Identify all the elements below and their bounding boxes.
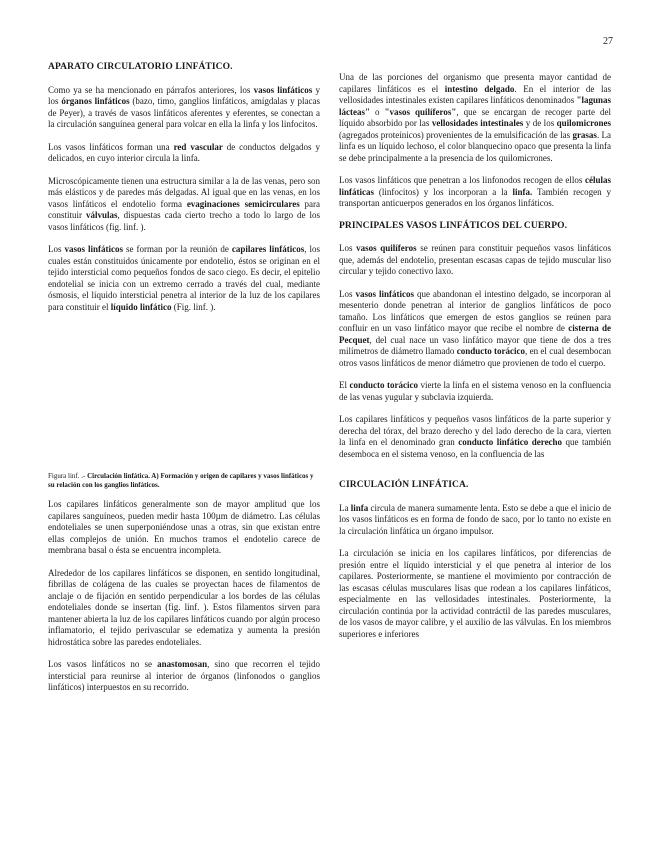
text-run: (linfocitos) y los incorporan a la (374, 186, 513, 197)
paragraph (339, 380, 611, 403)
bold-term: órganos linfáticos (61, 96, 130, 106)
bold-term: vasos linfáticos (253, 84, 313, 95)
text-run: Los capilares linfáticos generalmente son de mayor amplitud que los capilares sanguíneos, pueden medir hasta 100µm de diámetro. Las células endoteliales se unen superponiéndose unas a otras, sin que existan entre ellas complejos de unión. En muchos tramos el endotelio carece de membrana basal o ésta se encuentra incompleta. (48, 499, 320, 555)
heading-text: CIRCULACIÓN LINFÁTICA (339, 480, 466, 490)
bold-term: linfa (350, 502, 369, 513)
paragraph (48, 176, 320, 234)
bold-term: líquido linfático (110, 301, 172, 312)
text-run: , que se encargan de recoger parte del líquido absorbido por las (339, 106, 611, 128)
bold-term: conducto torácico (349, 380, 419, 390)
bold-term: vasos quilíferos (356, 243, 417, 253)
bold-term: vasos linfáticos (64, 244, 123, 254)
text-run: Alrededor de los capilares linfáticos se disponen, en sentido longitudinal, fibrillas de colágena de las cuales se proyectan haces de filamentos de anclaje o de fijación en sentido perpendicular a los bordes de las células endoteliales donde se insertan (fig. linf. ). Estos filamentos sirven para mantener abierta la luz de los capilares linfáticos cuando por algún proceso inflamatorio, el tejido perivascular se edematiza y aumenta la presión hidrostática sobre las paredes endoteliales. (48, 567, 320, 647)
text-run: para constituir (48, 198, 320, 220)
paragraph (48, 142, 320, 165)
paragraph (339, 503, 611, 538)
section-heading-aparato: APARATO CIRCULATORIO LINFÁTICO. (48, 62, 233, 72)
text-run: La (339, 502, 351, 513)
text-run: . La linfa es un líquido lechoso, el color blanquecino opaco que presenta la linfa se debe principalmente a la presencia de los quilomicrones. (339, 129, 611, 163)
text-run: Los vasos linfáticos no se (48, 659, 158, 669)
bold-term: capilares linfáticos (231, 244, 305, 254)
text-run: Los (48, 244, 65, 254)
bold-term: "lagunas lácteas" (339, 95, 611, 117)
section-heading-principales: PRINCIPALES VASOS LINFÁTICOS DEL CUERPO. (339, 220, 568, 231)
figure-placeholder (48, 324, 320, 472)
text-run: Microscópicamente tienen una estructura similar a la de las venas, pero son más elásticos y de paredes más delgadas. Al igual que en las venas, en los vasos linfáticos el endotelio forma (48, 175, 320, 209)
bold-term: linfa. (512, 186, 533, 197)
bold-term: conducto linfático derecho (458, 437, 563, 447)
paragraph (48, 244, 320, 313)
text-run: y los (48, 84, 321, 106)
text-run: Una de las porciones del organismo que presenta mayor cantidad de capilares linfáticos es el (339, 72, 611, 94)
text-run: (agregados proteínicos) provenientes de la emulsificación de las (339, 129, 573, 140)
bold-term: intestino delgado (444, 83, 515, 94)
right-column (339, 72, 611, 651)
text-run: que abandonan el intestino delgado, se incorporan al mesenterio donde penetran al interior de ganglios linfáticos de poco tamaño. Los linfáticos que emergen de estos ganglios se reúnen para confluir en un vaso linfático mayor que recibe el nombre de (339, 288, 611, 333)
section-heading-circulacion: CIRCULACIÓN LINFÁTICA. (339, 480, 469, 490)
paragraph (339, 414, 611, 460)
text-run: vierte la linfa en el sistema venoso en la confluencia de las venas yugular y subclavia izquierda. (339, 380, 612, 402)
paragraph (339, 243, 611, 278)
text-run: se forman por la reunión de (123, 244, 232, 254)
text-run: , dispuestas cada cierto trecho a todo lo largo de los vasos linfáticos (fig. linf. ). (48, 210, 320, 232)
text-run: Los (339, 288, 356, 299)
text-run: . En el interior de las vellosidades intestinales existen capilares linfáticos denominados (339, 83, 611, 105)
text-run: Los vasos linfáticos que penetran a los linfonodos recogen de ellos (339, 175, 585, 185)
text-run: circula de manera sumamente lenta. Esto se debe a que el inicio de los vasos linfáticos es en forma de fondo de saco, por lo tanto no existe en la circulación linfática un órgano impulsor. (339, 502, 611, 536)
text-run: de conductos delgados y delicados, en cuyo interior circula la linfa. (48, 141, 320, 163)
page-number: 27 (603, 36, 613, 47)
paragraph (339, 175, 611, 210)
figure-caption (48, 472, 320, 489)
bold-term: grasas (572, 129, 597, 140)
text-run: , en el cual desembocan otros vasos linfáticos de menor diámetro que provienen de todo el cuerpo. (339, 346, 611, 368)
bold-term: células linfáticas (339, 175, 611, 197)
text-run: El (339, 380, 350, 390)
left-column (48, 62, 320, 705)
bold-term: quilomicrones (556, 118, 611, 128)
text-run: , sino que recorren el tejido intersticial para reunirse al interior de órganos (linfonodos o ganglios linfáticos) interpuestos en su recorrido. (48, 659, 320, 692)
text-run: La circulación se inicia en los capilares linfáticos, por diferencias de presión entre el líquido intersticial y el que penetra al interior de los capilares. Posteriormente, se mantiene el movimiento por contracción de las escasas células musculares lisas que rodean a los capilares linfáticos, especialmente en las vellosidades intestinales. Posteriormente, la circulación continúa por la actividad contráctil de las paredes musculares, de los vasos de mayor calibre, y el auxilio de las válvulas. En los miembros superiores e inferiores (339, 548, 611, 639)
text-run: (bazo, timo, ganglios linfáticos, amígdalas y placas de Peyer), a través de vasos linfáticos aferentes y eferentes, se conectan a la circulación sanguínea general para volcar en ella la linfa y los linfocitos. (48, 96, 320, 129)
text-run: y de los (523, 118, 557, 128)
text-run: se reúnen para constituir pequeños vasos linfáticos que, además del endotelio, presentan escasas capas de tejido muscular liso circular y tejido conectivo laxo. (339, 243, 612, 276)
text-run: Los capilares linfáticos y pequeños vasos linfáticos de la parte superior y derecha del tórax, del brazo derecho y del lado derecho de la cara, vierten la linfa en el denominado gran (339, 414, 611, 447)
paragraph (48, 659, 320, 694)
paragraph (339, 72, 611, 164)
bold-term: anastomosan (157, 659, 208, 669)
text-run: (Fig. linf. ). (171, 301, 216, 312)
bold-term: Circulación linfática. A) Formación y origen de capilares y vasos linfáticos y su relación con los ganglios linfáticos. (48, 472, 314, 489)
paragraph (48, 499, 320, 557)
bold-term: válvulas (85, 210, 118, 220)
text-run: Figura linf. .- (48, 472, 88, 480)
bold-term: red vascular (173, 141, 223, 152)
paragraph (48, 85, 320, 131)
text-run: Como ya se ha mencionado en párrafos anteriores, los (48, 84, 254, 95)
text-run: o (370, 106, 385, 117)
bold-term: vasos linfáticos (355, 288, 414, 299)
paragraph (339, 289, 611, 370)
text-run: , los cuales están constituidos únicamente por endotelio, éstos se originan en el tejido intersticial como pequeños fondos de saco ciego. Es decir, el epitelio endotelial se inicia con un extremo cerrado a través del cual, mediante ósmosis, el líquido intersticial penetra al interior de la luz de los capilares para constituir el (48, 244, 320, 312)
paragraph (48, 568, 320, 649)
bold-term: vellosidades intestinales (431, 118, 524, 128)
text-run: Los vasos linfáticos forman una (48, 141, 174, 152)
text-run: También recogen y transportan anticuerpos generados en los órganos linfáticos. (339, 186, 612, 208)
text-run: , del cual nace un vaso linfático mayor que tiene de dos a tres milímetros de diámetro llamado (339, 334, 611, 356)
text-run: que también desemboca en el sistema venoso, en la confluencia de las (339, 437, 611, 459)
bold-term: "vasos quilíferos" (384, 106, 457, 117)
bold-term: evaginaciones semicirculares (186, 198, 300, 209)
bold-term: conducto torácico (456, 346, 526, 356)
paragraph (339, 548, 611, 640)
text-run: Los (339, 243, 357, 253)
bold-term: cisterna de Pecquet (339, 323, 611, 345)
